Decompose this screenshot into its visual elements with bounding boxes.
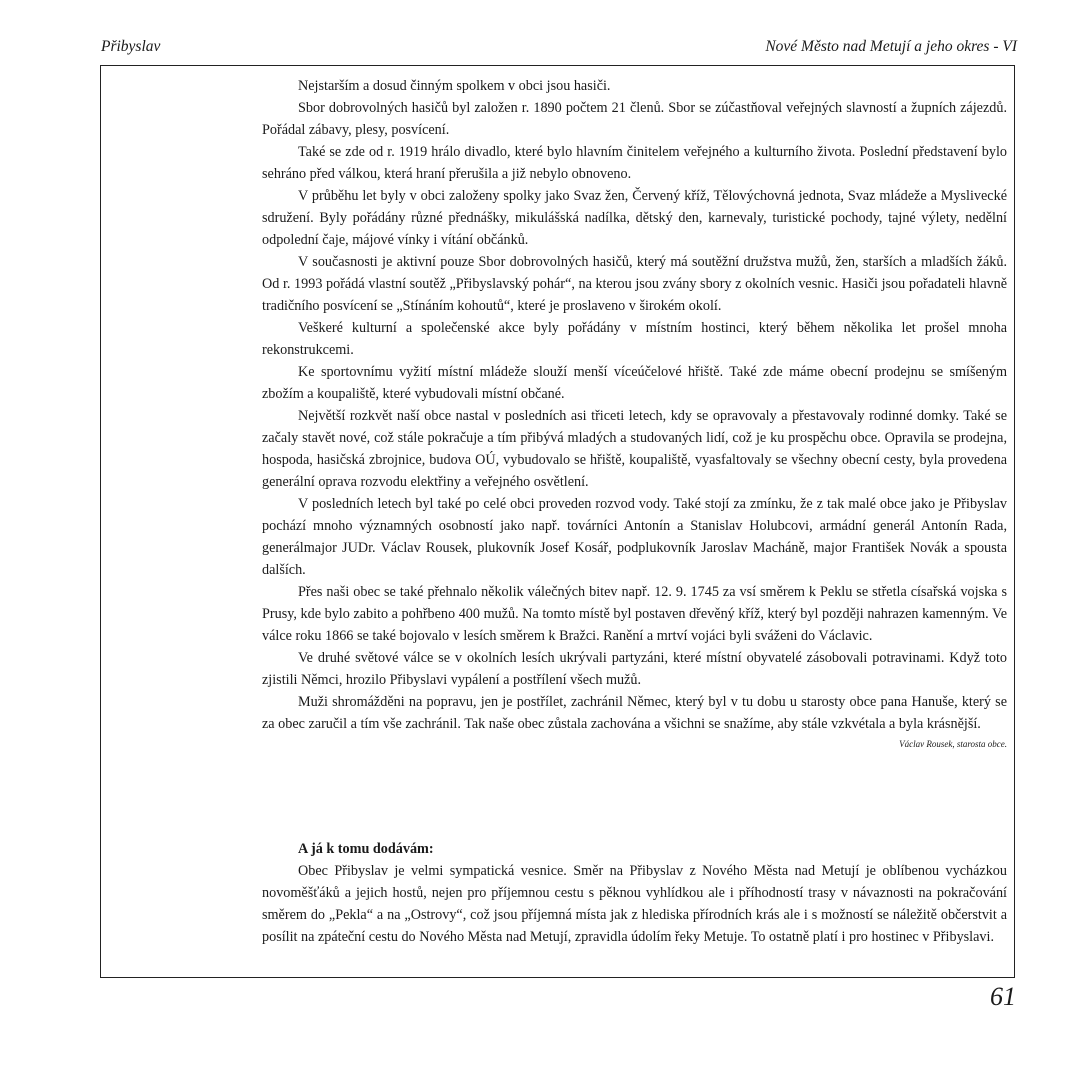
paragraph: V průběhu let byly v obci založeny spolky jako Svaz žen, Červený kříž, Tělovýchovná jednota, Svaz mládeže a Myslivecké sdružení. Byly pořádány různé přednášky, mikulášská nadílka, dětský den, karnevaly, turistické pochody, tajné výlety, nedělní odpolední čaje, májové vínky i vítání občánků.	[262, 188, 1007, 248]
paragraph: Přes naši obec se také přehnalo několik válečných bitev např. 12. 9. 1745 za vsí směrem k Peklu se střetla císařská vojska s Prusy, kde bylo zabito a pohřbeno 400 mužů. Na tomto místě byl postaven dřevěný kříž, který byl později nahrazen kamenným. Ve válce roku 1866 se také bojovalo v lesích směrem k Bražci. Ranění a mrtví vojáci byli sváženi do Václavic.	[262, 584, 1007, 644]
paragraph: Ve druhé světové válce se v okolních lesích ukrývali partyzáni, které místní obyvatelé zásobovali potravinami. Když toto zjistili Němci, hrozilo Přibyslavi vypálení a postřílení všech mužů.	[262, 650, 1007, 688]
paragraph: Největší rozkvět naší obce nastal v posledních asi třiceti letech, kdy se opravovaly a přestavovaly rodinné domky. Také se začaly stavět nové, což stále pokračuje a tím přibývá mladých a studovaných lidí, což je ku prospěchu obce. Opravila se prodejna, hospoda, hasičská zbrojnice, budova OÚ, vybudovalo se hřiště, koupaliště, vyasfaltovaly se všechny obecní cesty, byla provedena generální oprava rozvodu elektřiny a veřejného osvětlení.	[262, 408, 1007, 490]
paragraph: V současnosti je aktivní pouze Sbor dobrovolných hasičů, který má soutěžní družstva mužů, žen, starších a mladších žáků. Od r. 1993 pořádá vlastní soutěž „Přibyslavský pohár“, na kterou jsou zvány sbory z okolních vesnic. Hasiči jsou pořadateli hlavně tradičního posvícení se „Stínáním kohoutů“, které je proslaveno v širokém okolí.	[262, 254, 1007, 314]
main-text	[262, 75, 1007, 751]
paragraph: Nejstarším a dosud činným spolkem v obci jsou hasiči.	[298, 78, 611, 94]
running-header-right: Nové Město nad Metují a jeho okres - VI	[765, 38, 1017, 55]
addendum-section	[262, 838, 1007, 948]
page-number: 61	[990, 982, 1016, 1011]
paragraph: Také se zde od r. 1919 hrálo divadlo, které bylo hlavním činitelem veřejného a kulturního života. Poslední představení bylo sehráno před válkou, která hraní přerušila a již nebylo obnoveno.	[262, 144, 1007, 182]
paragraph: Muži shromážděni na popravu, jen je postřílet, zachránil Němec, který byl v tu dobu u starosty obce pana Hanuše, který se za obec zaručil a tím vše zachránil. Tak naše obec zůstala zachována a všichni se snažíme, aby stále vzkvétala a byla krásnější.	[262, 694, 1007, 732]
paragraph: Veškeré kulturní a společenské akce byly pořádány v místním hostinci, který během několika let prošel mnoha rekonstrukcemi.	[262, 320, 1007, 358]
signature: Václav Rousek, starosta obce.	[899, 739, 1007, 749]
paragraph: Ke sportovnímu vyžití místní mládeže slouží menší víceúčelové hřiště. Také zde máme obecní prodejnu se smíšeným zbožím a koupaliště, které vybudovali místní občané.	[262, 364, 1007, 402]
paragraph: Sbor dobrovolných hasičů byl založen r. 1890 počtem 21 členů. Sbor se zúčastňoval veřejných slavností a župních zájezdů. Pořádal zábavy, plesy, posvícení.	[262, 100, 1007, 138]
paragraph: V posledních letech byl také po celé obci proveden rozvod vody. Také stojí za zmínku, že z tak malé obce jako je Přibyslav pochází mnoho významných osobností jako např. továrníci Antonín a Stanislav Holubcovi, armádní generál Antonín Rada, generálmajor JUDr. Václav Rousek, plukovník Josef Kosář, podplukovník Jaroslav Macháně, major František Novák a spousta dalších.	[262, 496, 1007, 578]
running-header-left: Přibyslav	[101, 38, 161, 55]
addendum-heading: A já k tomu dodávám:	[298, 841, 434, 857]
addendum-paragraph: Obec Přibyslav je velmi sympatická vesnice. Směr na Přibyslav z Nového Města nad Metují je oblíbenou vycházkou novoměšťáků a jejich hostů, nejen pro příjemnou cestu s pěknou vyhlídkou ale i příhodností trasy v návaznosti na pokračování směrem do „Pekla“ a na „Ostrovy“, což jsou příjemná místa jak z hlediska přírodních krás ale i s možností se náležitě občerstvit a posílit na zpáteční cestu do Nového Města nad Metují, zpravidla údolím řeky Metuje. To ostatně platí i pro hostinec v Přibyslavi.	[262, 863, 1007, 945]
